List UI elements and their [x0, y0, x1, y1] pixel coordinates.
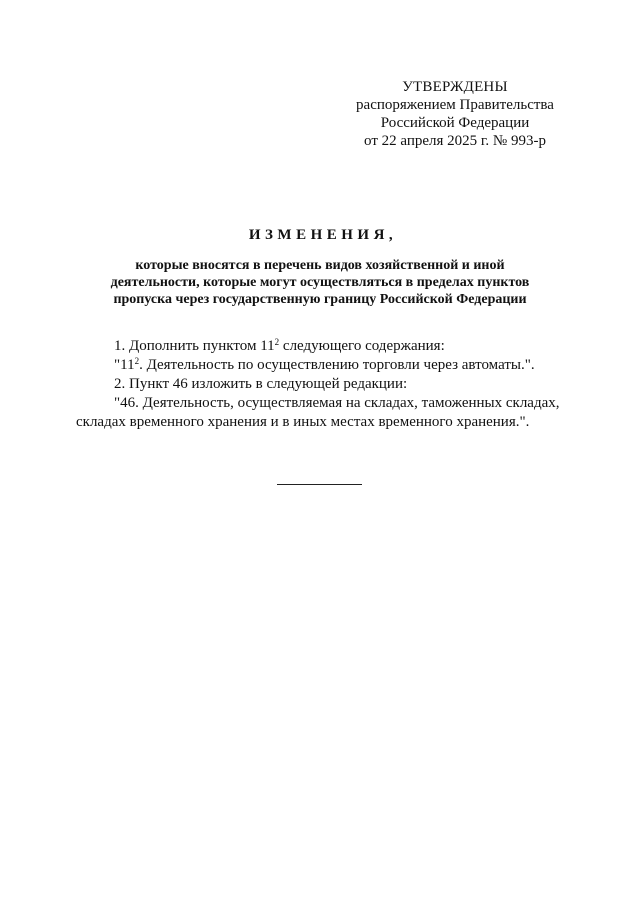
approval-line-country: Российской Федерации — [380, 115, 530, 131]
approval-line-authority: распоряжением Правительства — [356, 97, 554, 113]
paragraph-text: "11 — [114, 357, 135, 373]
superscript: 2 — [274, 337, 280, 347]
paragraph-item-1-quote — [76, 356, 566, 375]
paragraph-item-2-quote: "46. Деятельность, осуществляемая на складах, таможенных складах, складах временного хранения и в иных местах временного хранения.". — [76, 395, 560, 430]
approval-block — [300, 78, 610, 150]
approval-title: УТВЕРЖДЕНЫ — [402, 79, 508, 95]
document-subtitle — [0, 257, 640, 308]
document-title: ИЗМЕНЕНИЯ, — [248, 227, 398, 243]
subtitle-line: пропуска через государственную границу Российской Федерации — [113, 292, 527, 307]
paragraph-text: . Деятельность по осуществлению торговли через автоматы.". — [139, 357, 535, 373]
subtitle-line: деятельности, которые могут осуществляться в пределах пунктов — [110, 275, 530, 290]
end-divider-line — [277, 484, 362, 485]
paragraph-text: следующего содержания: — [279, 338, 445, 354]
superscript: 2 — [134, 356, 140, 366]
approval-line-date-number: от 22 апреля 2025 г. № 993-р — [364, 133, 546, 149]
paragraph-item-1 — [76, 337, 566, 356]
paragraph-item-2: 2. Пункт 46 изложить в следующей редакции: — [114, 376, 408, 392]
document-body — [76, 337, 566, 432]
document-heading — [0, 226, 640, 308]
subtitle-line: которые вносятся в перечень видов хозяйственной и иной — [135, 258, 505, 273]
paragraph-text: 1. Дополнить пунктом 11 — [114, 338, 275, 354]
